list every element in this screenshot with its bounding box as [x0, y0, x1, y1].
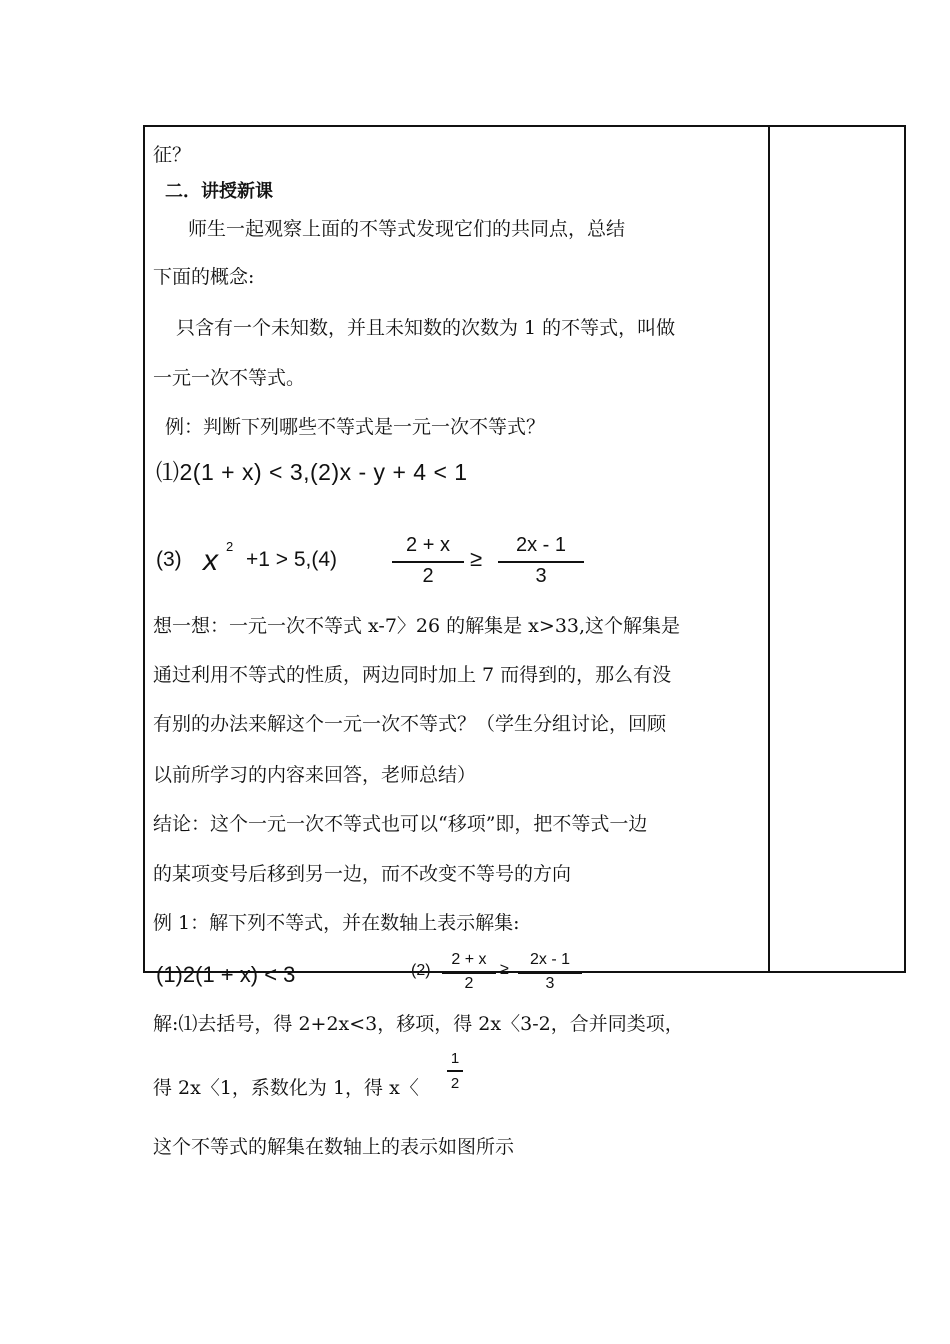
- formula-2-den2: 3: [535, 565, 547, 587]
- example-prompt: 例：判断下列哪些不等式是一元一次不等式？: [165, 416, 546, 438]
- fraction-one-half-den: 2: [450, 1075, 460, 1092]
- conclusion-line-2: 的某项变号后移到另一边，而不改变不等号的方向: [153, 863, 572, 885]
- formula-2-exponent: 2: [226, 539, 234, 554]
- solution-line-1: 解:⑴去括号，得 2+2x<3，移项，得 2x〈3-2，合并同类项，: [153, 1013, 684, 1035]
- text-line-3: 师生一起观察上面的不等式发现它们的共同点，总结: [188, 218, 626, 240]
- formula-2-var: x: [203, 544, 218, 577]
- formula-4-num2: 2x - 1: [529, 951, 570, 968]
- formula-4-num1: 2 + x: [451, 951, 487, 968]
- fraction-one-half-num: 1: [450, 1050, 460, 1067]
- formula-2-num1: 2 + x: [406, 534, 450, 556]
- conclusion-line-1: 结论：这个一元一次不等式也可以“移项”即，把不等式一边: [153, 813, 648, 835]
- column-divider: [768, 125, 770, 973]
- think-line-2: 通过利用不等式的性质，两边同时加上 7 而得到的，那么有没: [153, 664, 672, 686]
- formula-2-num2: 2x - 1: [515, 534, 567, 556]
- think-line-4: 以前所学习的内容来回答，老师总结）: [153, 764, 477, 786]
- definition-line-1: 只含有一个未知数，并且未知数的次数为 1 的不等式，叫做: [176, 317, 676, 339]
- formula-4-den2: 3: [545, 975, 555, 992]
- formula-4-den1: 2: [464, 975, 474, 992]
- definition-line-2: 一元一次不等式。: [153, 367, 306, 389]
- formula-4-ge: ≥: [500, 961, 509, 978]
- fraction-bar: [392, 561, 464, 563]
- formula-2-lead: (3): [156, 548, 182, 571]
- text-line-1: 征？: [153, 144, 192, 166]
- section-heading: 二．讲授新课: [165, 181, 273, 202]
- think-line-3: 有别的办法来解这个一元一次不等式？（学生分组讨论，回顾: [153, 713, 667, 735]
- fraction-bar: [498, 561, 584, 563]
- think-line-1: 想一想：一元一次不等式 x-7〉26 的解集是 x>33,这个解集是: [153, 615, 681, 637]
- formula-3: (1)2(1 + x) < 3: [156, 962, 296, 987]
- fraction-bar: [442, 972, 496, 974]
- formula-1: ⑴2(1 + x) < 3,(2)x - y + 4 < 1: [156, 459, 468, 485]
- formula-2-mid: +1 > 5,(4): [246, 548, 338, 571]
- formula-2-den1: 2: [422, 565, 434, 587]
- formula-4-lead: (2): [411, 962, 431, 979]
- formula-2-ge: ≥: [470, 546, 483, 571]
- solution-line-3: 这个不等式的解集在数轴上的表示如图所示: [153, 1136, 515, 1158]
- example-1-prompt: 例 1：解下列不等式，并在数轴上表示解集:: [153, 912, 520, 934]
- fraction-bar: [518, 972, 582, 974]
- fraction-bar: [447, 1070, 463, 1072]
- solution-line-2: 得 2x〈1，系数化为 1，得 x〈: [153, 1077, 419, 1099]
- text-line-4: 下面的概念:: [153, 266, 255, 288]
